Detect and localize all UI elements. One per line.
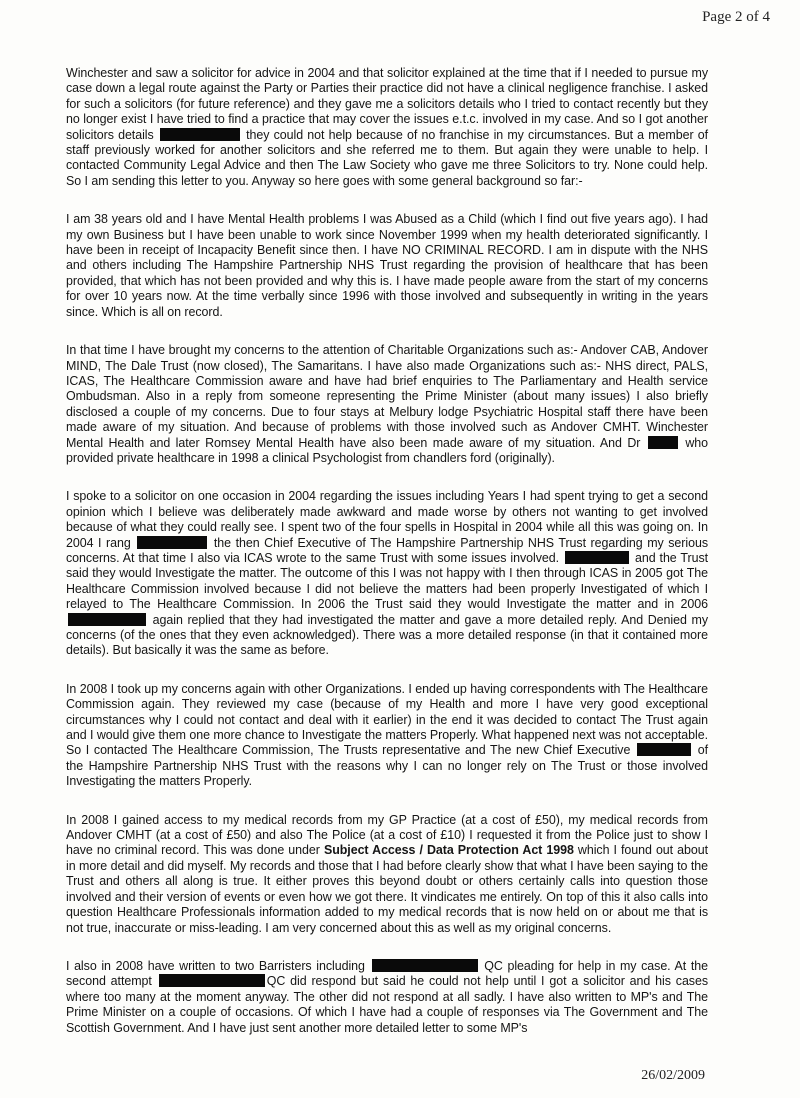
paragraph-text: again replied that they had investigated the matter and gave a more detailed reply. And Denied my concerns (of the ones that they even acknowledged). There was a more detailed response (in that it contained more details). But basically it was the same as before.: [66, 612, 708, 658]
paragraph-text: QC did respond but said he could not help until I got a solicitor and his cases where too many at the moment anyway. The other did not respond at all sadly. I have also written to MP's and The Prime Minister on a couple of occasions. Of which I have had a couple of responses via The Government and The Scottish Government. And I have just sent another more detailed letter to some MP's: [66, 974, 709, 1035]
act-reference: Subject Access / Data Protection Act 1998: [323, 843, 574, 858]
redaction-block: [160, 128, 240, 141]
redaction-block: [648, 436, 678, 449]
paragraph-text: In that time I have brought my concerns to the attention of Charitable Organizations such as:- Andover CAB, Andover MIND, The Dale Trust (now closed), The Samaritans. I have also made Organizations such as:- NHS direct, PALS, ICAS, The Healthcare Commission aware and have had brief enquiries to The Parliamentary and Health service Ombudsman. Also in a reply from someone representing the Prime Minister (about many issues) I also briefly disclosed a couple of my concerns. Due to four stays at Melbury lodge Psychiatric Hospital staff there have been made aware of my situation. And because of problems with those involved such as Andover CMHT. Winchester Mental Health and later Romsey Mental Health have also been made aware of my situation. And Dr: [66, 343, 708, 450]
page-number: Page 2 of 4: [702, 9, 770, 25]
paragraph-trust-investigation: [66, 489, 708, 658]
redaction-block: [137, 536, 207, 549]
paragraph-text: the then Chief Executive of The Hampshire Partnership NHS Trust regarding my serious concerns. At that time I also via ICAS wrote to the same Trust with some issues involved.: [66, 535, 709, 565]
paragraph-text: and the Trust said they would Investigate the matter. The outcome of this I was not happy with I then through ICAS in 2005 got The Healthcare Commission involved because I did not believe the matters had been properly Investigated of which I relayed to The Healthcare Commission. In 2006 the Trust said they would Investigate the matter and in 2006: [66, 550, 709, 612]
paragraph-text: QC pleading for help in my case. At the second attempt: [66, 958, 709, 989]
paragraph-text: of the Hampshire Partnership NHS Trust with the reasons why I can no longer rely on The Trust or those involved Investigating the matters Properly.: [66, 743, 709, 789]
paragraph-text: they could not help because of no franchise in my circumstances. But a member of staff previously worked for another solicitors and she referred me to them. But again they were unable to help. I contacted Community Legal Advice and then The Law Society who gave me three Solicitors to try. None could help. So I am sending this letter to you. Anyway so here goes with some general background so far:-: [66, 127, 709, 188]
redaction-block: [565, 551, 629, 564]
redaction-block: [637, 743, 691, 756]
redaction-block: [372, 959, 478, 972]
paragraph-text: I also in 2008 have written to two Barristers including: [66, 958, 365, 973]
paragraph-solicitor-search: [66, 66, 708, 189]
footer-date: 26/02/2009: [641, 1068, 705, 1083]
paragraph-text: In 2008 I gained access to my medical records from my GP Practice (at a cost of £50), my medical records from Andover CMHT (at a cost of £50) and also The Police (at a cost of £10) I requested it from the Police just to show I have no criminal record. This was done under: [66, 812, 708, 858]
paragraph-text: I am 38 years old and I have Mental Health problems I was Abused as a Child (which I find out five years ago). I had my own Business but I have been unable to work since November 1999 when my health deteriorated significantly. I have been in receipt of Incapacity Benefit since then. I have NO CRIMINAL RECORD. I am in dispute with the NHS and others including The Hampshire Partnership NHS Trust regarding the provision of healthcare that has been provided, that which has not been provided and why this is. I have made people aware from the start of my concerns for over 10 years now. At the time verbally since 1996 with those involved and subsequently in writing in the years since. Which is all on record.: [66, 212, 708, 319]
paragraph-text: In 2008 I took up my concerns again with other Organizations. I ended up having correspondents with The Healthcare Commission again. They reviewed my case (because of my Health and more I have very good exceptional circumstances why I could not contact and deal with it earlier) in the end it was decided to contact The Trust again and I would give them one more chance to Investigate the matters Properly. What happened next was not acceptable. So I contacted The Healthcare Commission, The Trusts representative and The new Chief Executive: [66, 681, 708, 758]
paragraph-barristers: [66, 959, 708, 1036]
paragraph-text: Winchester and saw a solicitor for advice in 2004 and that solicitor explained at the time that if I needed to pursue my case down a legal route against the Party or Parties their practice did not have a clinical negligence franchise. I asked for such a solicitors (for future reference) and they gave me a solicitors details who I tried to contact recently but they no longer exist I have tried to find a practice that may cover the issues e.t.c. involved in my case. And so I got another solicitors details: [66, 66, 708, 142]
paragraph-background: [66, 212, 708, 320]
paragraph-text: I spoke to a solicitor on one occasion in 2004 regarding the issues including Years I had spent trying to get a second opinion which I believe was deliberately made awkward and made worse by others not wanting to get involved because of what they could really see. I spent two of the four spells in Hospital in 2004 while all this was going on. In 2004 I rang: [66, 489, 708, 550]
paragraph-medical-records: [66, 813, 708, 936]
paragraph-text: which I found out about in more detail and did myself. My records and those that I had before clearly show that what I have been saying to the Trust and others all along is true. It either proves this beyond doubt or others certainly calls into question those involved and their version of events or even how we got there. It vindicates me entirely. On top of this it also calls into question Healthcare Professionals information added to my medical records that is now held on or about me that is not true, inaccurate or miss-leading. I am very concerned about this as well as my original concerns.: [66, 843, 709, 935]
paragraph-organizations: [66, 343, 708, 466]
paragraph-2008-concerns: [66, 682, 708, 790]
paragraph-text: who provided private healthcare in 1998 a clinical Psychologist from chandlers ford (originally).: [66, 435, 708, 465]
letter-body: [66, 66, 708, 1059]
redaction-block: [68, 613, 146, 626]
redaction-block: [159, 974, 265, 987]
